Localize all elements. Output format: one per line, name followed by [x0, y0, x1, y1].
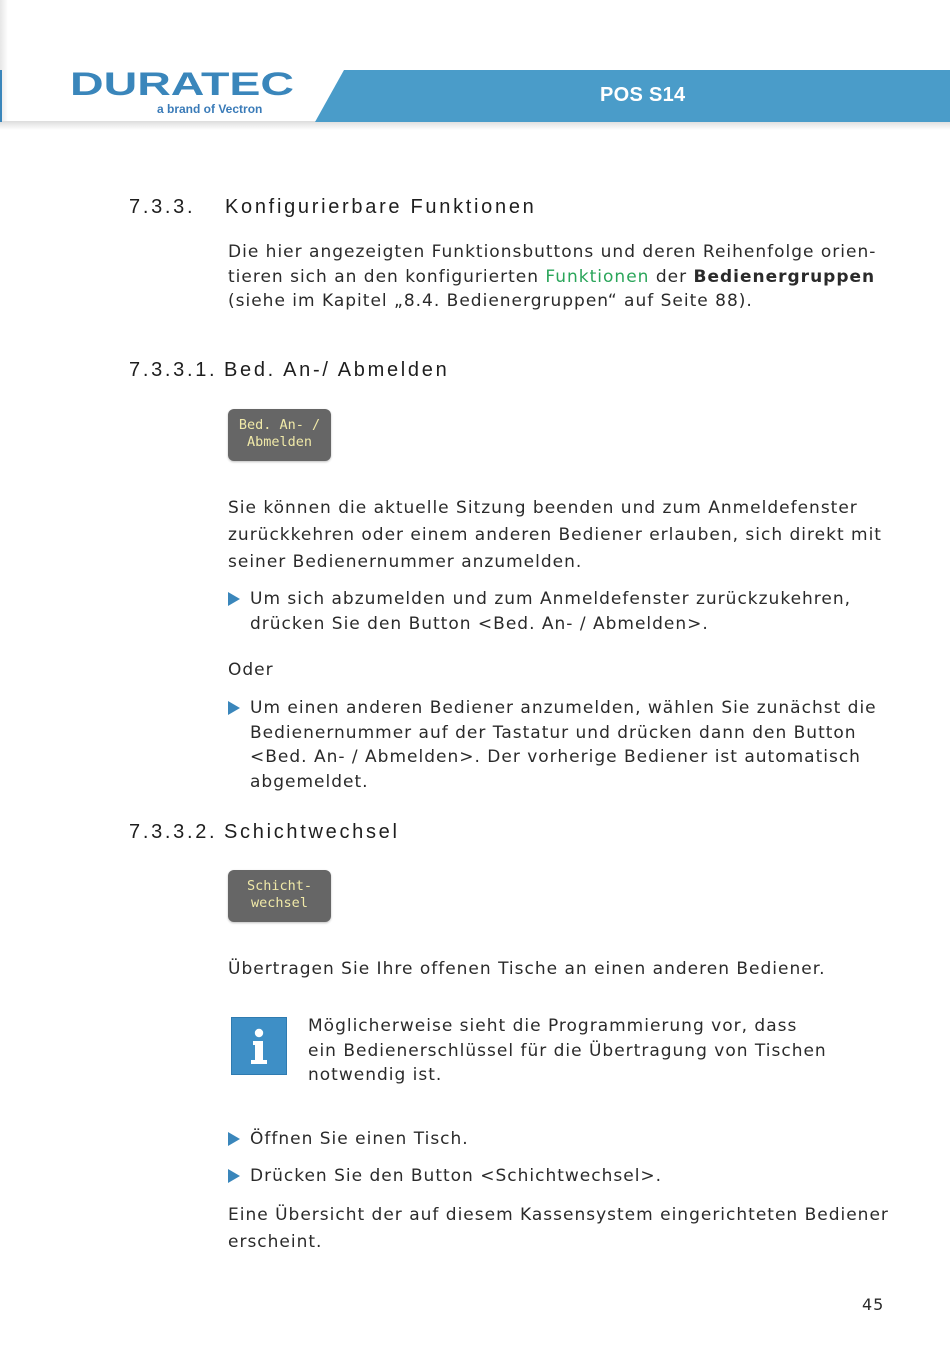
section-heading-733 [129, 196, 536, 219]
paragraph-line: Sie können die aktuelle Sitzung beenden und zum Anmeldefenster [228, 498, 858, 518]
paragraph-line: (siehe im Kapitel „8.4. Bedienergruppen“ auf Seite 88). [228, 291, 753, 311]
bullet-triangle-icon [228, 1132, 240, 1146]
section-7332-closing-paragraph [228, 1202, 888, 1256]
section-number: 7.3.3.2. [129, 821, 218, 843]
note-line: notwendig ist. [308, 1065, 443, 1085]
header-shadow-bottom [0, 121, 950, 130]
bullet-line: Öffnen Sie einen Tisch. [250, 1129, 469, 1149]
oder-text [228, 658, 888, 683]
text-span: tieren sich an den konfigurierten [228, 266, 546, 287]
section-7331-paragraph [228, 495, 888, 576]
bullet-triangle-icon [228, 592, 240, 606]
section-heading-7332 [129, 821, 400, 844]
paragraph-line: zurückkehren oder einem anderen Bediener erlauben, sich direkt mit [228, 525, 882, 545]
bullet-line: Bedienernummer auf der Tastatur und drücken dann den Button [250, 722, 857, 743]
button-label-line: Schicht- [246, 878, 313, 894]
text-span: der [649, 266, 694, 287]
bullet-text [250, 1127, 890, 1152]
section-title: Konfigurierbare Funktionen [225, 196, 537, 218]
bullet-text [250, 1164, 890, 1189]
page-number: 45 [862, 1295, 885, 1314]
section-733-paragraph [228, 240, 888, 314]
bullet-triangle-icon [228, 1169, 240, 1183]
section-number: 7.3.3.1. [129, 359, 218, 381]
section-number: 7.3.3. [129, 196, 196, 218]
section-heading-7331 [129, 359, 449, 382]
button-label-line: wechsel [251, 895, 308, 911]
paragraph-line: Die hier angezeigten Funktionsbuttons und deren Reihenfolge orien- [228, 242, 877, 262]
page-header [0, 0, 950, 130]
bullet-line: Um sich abzumelden und zum Anmeldefenster zurückzukehren, [250, 589, 852, 609]
brand-tagline: a brand of Vectron [157, 102, 263, 116]
paragraph-line: Eine Übersicht der auf diesem Kassensystem eingerichteten Bediener [228, 1205, 889, 1225]
paragraph-line: seiner Bedienernummer anzumelden. [228, 552, 583, 572]
header-left-edge [0, 70, 2, 122]
bullet-line: Drücken Sie den Button <Schichtwechsel>. [250, 1166, 663, 1186]
paragraph-line [228, 265, 888, 290]
section-title: Bed. An-/ Abmelden [224, 359, 450, 381]
bullet-text [250, 696, 890, 794]
info-note-text [308, 1014, 868, 1088]
info-icon [231, 1017, 287, 1075]
bullet-line: drücken Sie den Button <Bed. An- / Abmelden>. [250, 613, 709, 634]
bullet-line: Um einen anderen Bediener anzumelden, wählen Sie zunächst die [250, 698, 877, 718]
paragraph-line: Oder [228, 660, 274, 680]
button-label-line: Abmelden [246, 434, 313, 450]
bullet-line: abgemeldet. [250, 771, 369, 792]
section-title: Schichtwechsel [224, 821, 400, 843]
logo-text: DURATEC [70, 68, 294, 98]
note-line: ein Bedienerschlüssel für die Übertragung von Tischen [308, 1040, 827, 1061]
duratec-logo [70, 68, 296, 98]
schichtwechsel-button-image [228, 870, 331, 922]
button-label-line: Bed. An- / [238, 417, 321, 433]
funktionen-link[interactable]: Funktionen [545, 266, 650, 287]
note-line: Möglicherweise sieht die Programmierung vor, dass [308, 1016, 798, 1036]
bullet-line: <Bed. An- / Abmelden>. Der vorherige Bediener ist automatisch [250, 747, 861, 767]
paragraph-line: Übertragen Sie Ihre offenen Tische an einen anderen Bediener. [228, 959, 826, 979]
paragraph-line: erscheint. [228, 1232, 323, 1252]
product-title: POS S14 [600, 84, 686, 106]
section-7332-paragraph [228, 957, 888, 982]
bed-an-abmelden-button-image [228, 409, 331, 461]
bullet-text [250, 587, 890, 636]
bold-term: Bedienergruppen [693, 266, 876, 287]
bullet-triangle-icon [228, 701, 240, 715]
